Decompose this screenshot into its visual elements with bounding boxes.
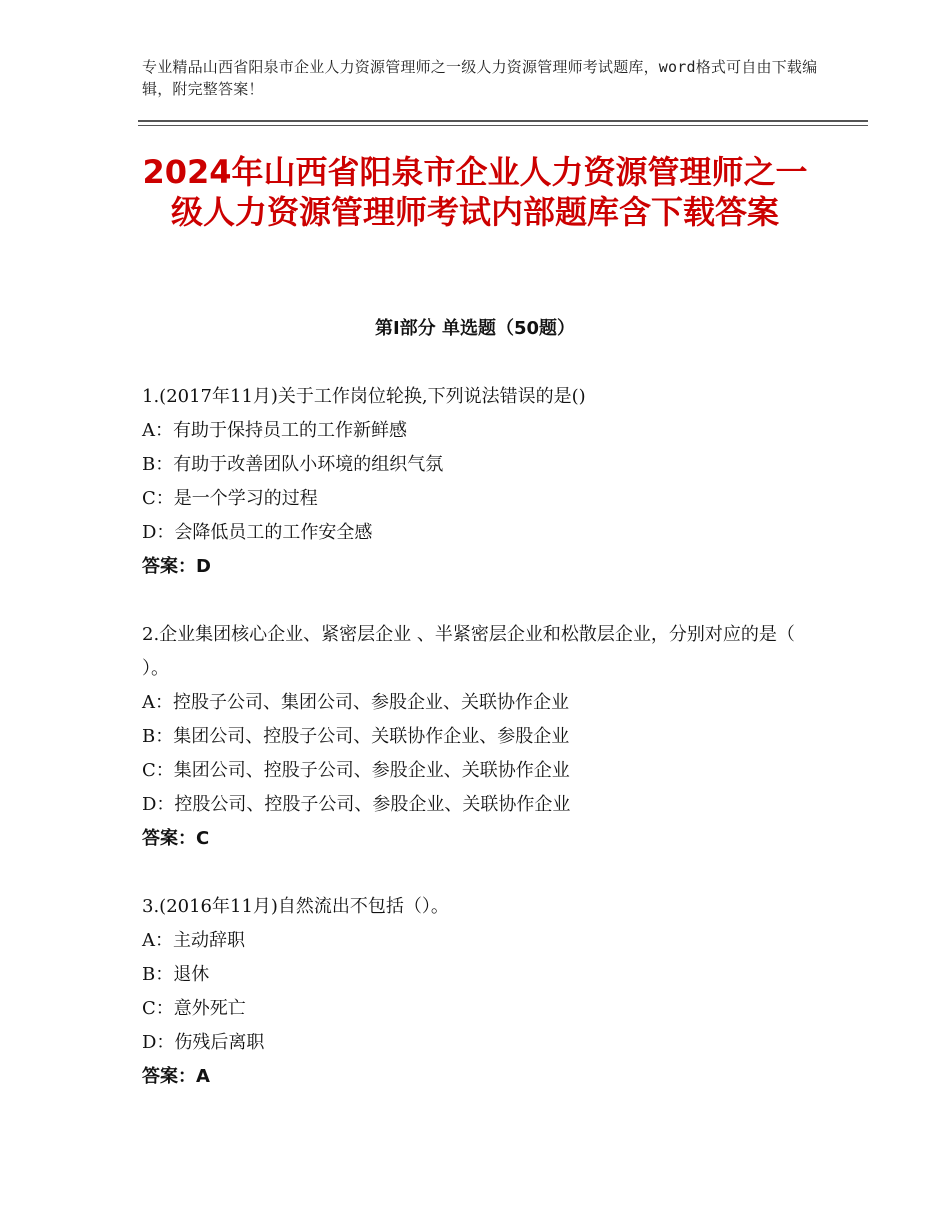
question-2 bbox=[142, 618, 822, 856]
question-3 bbox=[142, 890, 822, 1094]
document-title: 2024年山西省阳泉市企业人力资源管理师之一级人力资源管理师考试内部题库含下载答案 bbox=[142, 153, 808, 231]
option-d: D：伤残后离职 bbox=[142, 1032, 265, 1053]
option-c: C：集团公司、控股子公司、参股企业、关联协作企业 bbox=[142, 760, 570, 781]
question-stem: 2.企业集团核心企业、紧密层企业 、半紧密层企业和松散层企业，分别对应的是（ ）。 bbox=[142, 624, 795, 679]
option-d: D：控股公司、控股子公司、参股企业、关联协作企业 bbox=[142, 794, 571, 815]
answer-line: 答案：D bbox=[142, 556, 211, 577]
option-d: D：会降低员工的工作安全感 bbox=[142, 522, 373, 543]
header-rule-thick bbox=[138, 120, 868, 122]
option-b: B：集团公司、控股子公司、关联协作企业、参股企业 bbox=[142, 726, 570, 747]
answer-line: 答案：C bbox=[142, 828, 210, 849]
header-note: 专业精品山西省阳泉市企业人力资源管理师之一级人力资源管理师考试题库，word格式可自由下载编辑，附完整答案！ bbox=[142, 58, 818, 98]
option-a: A：控股子公司、集团公司、参股企业、关联协作企业 bbox=[142, 692, 569, 713]
section-heading: 第Ⅰ部分 单选题（50题） bbox=[374, 318, 575, 339]
question-stem: 3.(2016年11月)自然流出不包括（）。 bbox=[142, 896, 449, 917]
question-list bbox=[142, 380, 822, 1128]
header-rule-thin bbox=[138, 125, 868, 126]
option-a: A：主动辞职 bbox=[142, 930, 245, 951]
question-1 bbox=[142, 380, 822, 584]
option-b: B：退休 bbox=[142, 964, 210, 985]
answer-line: 答案：A bbox=[142, 1066, 210, 1087]
option-c: C：意外死亡 bbox=[142, 998, 246, 1019]
option-a: A：有助于保持员工的工作新鲜感 bbox=[142, 420, 407, 441]
question-stem: 1.(2017年11月)关于工作岗位轮换,下列说法错误的是() bbox=[142, 386, 586, 407]
option-b: B：有助于改善团队小环境的组织气氛 bbox=[142, 454, 444, 475]
option-c: C：是一个学习的过程 bbox=[142, 488, 318, 509]
